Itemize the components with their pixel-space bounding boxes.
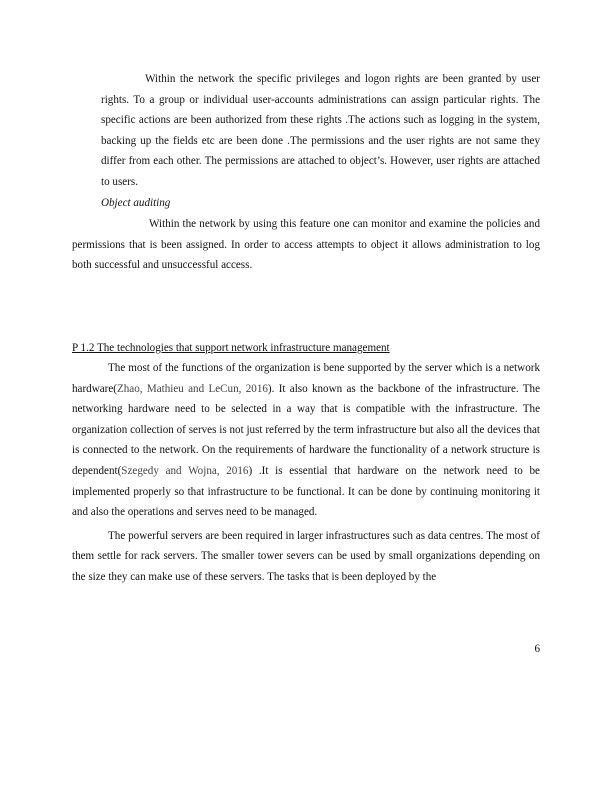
page-number: 6 — [534, 643, 540, 655]
servers-paragraph — [72, 358, 540, 523]
user-rights-section — [101, 69, 540, 193]
powerful-servers-paragraph: The powerful servers are been required in larger infrastructures such as data centres. The most of them settle for rack servers. The smaller tower severs can be used by small organizations depending on the size they can make use of these servers. The tasks that is been deployed by the — [72, 529, 540, 583]
citation-szegedy: Szegedy and Wojna, 2016 — [121, 464, 249, 477]
object-auditing-subheading: Object auditing — [101, 197, 171, 209]
user-rights-paragraph: Within the network the specific privileges and logon rights are been granted by user rights. To a group or individual user-accounts administrations can assign particular rights. The specific actions are been authorized from these rights .The actions such as logging in the system, backing up the fields etc are been done .The permissions and the user rights are not same they differ from each other. The permissions are attached to object’s. However, user rights are attached to users. — [101, 73, 540, 188]
servers-text-a: The most of the functions of the organization is bene supported by the server which is a network hardware( — [72, 362, 540, 395]
network-technologies-section — [72, 358, 540, 588]
object-auditing-paragraph: Within the network by using this feature one can monitor and examine the policies and permissions that is been assigned. In order to access attempts to object it allows administration to log both successful and unsuccessful access. — [72, 218, 540, 272]
servers-text-c: ) .It is essential that hardware on the network need to be implemented properly so that infrastructure to be functional. It can be done by continuing monitoring it and also the operations and serves need to be managed. — [72, 464, 540, 519]
section-heading: P 1.2 The technologies that support network infrastructure management — [72, 342, 390, 354]
object-auditing-section — [72, 214, 540, 276]
servers-text-b: ). It also known as the backbone of the infrastructure. The networking hardware need to be selected in a way that is compatible with the infrastructure. The organization collection of serves is not just referred by the term infrastructure but also all the devices that is connected to the network. On the requirements of hardware the functionality of a network structure is dependent( — [72, 382, 540, 477]
citation-zhao: Zhao, Mathieu and LeCun, 2016 — [116, 382, 268, 395]
